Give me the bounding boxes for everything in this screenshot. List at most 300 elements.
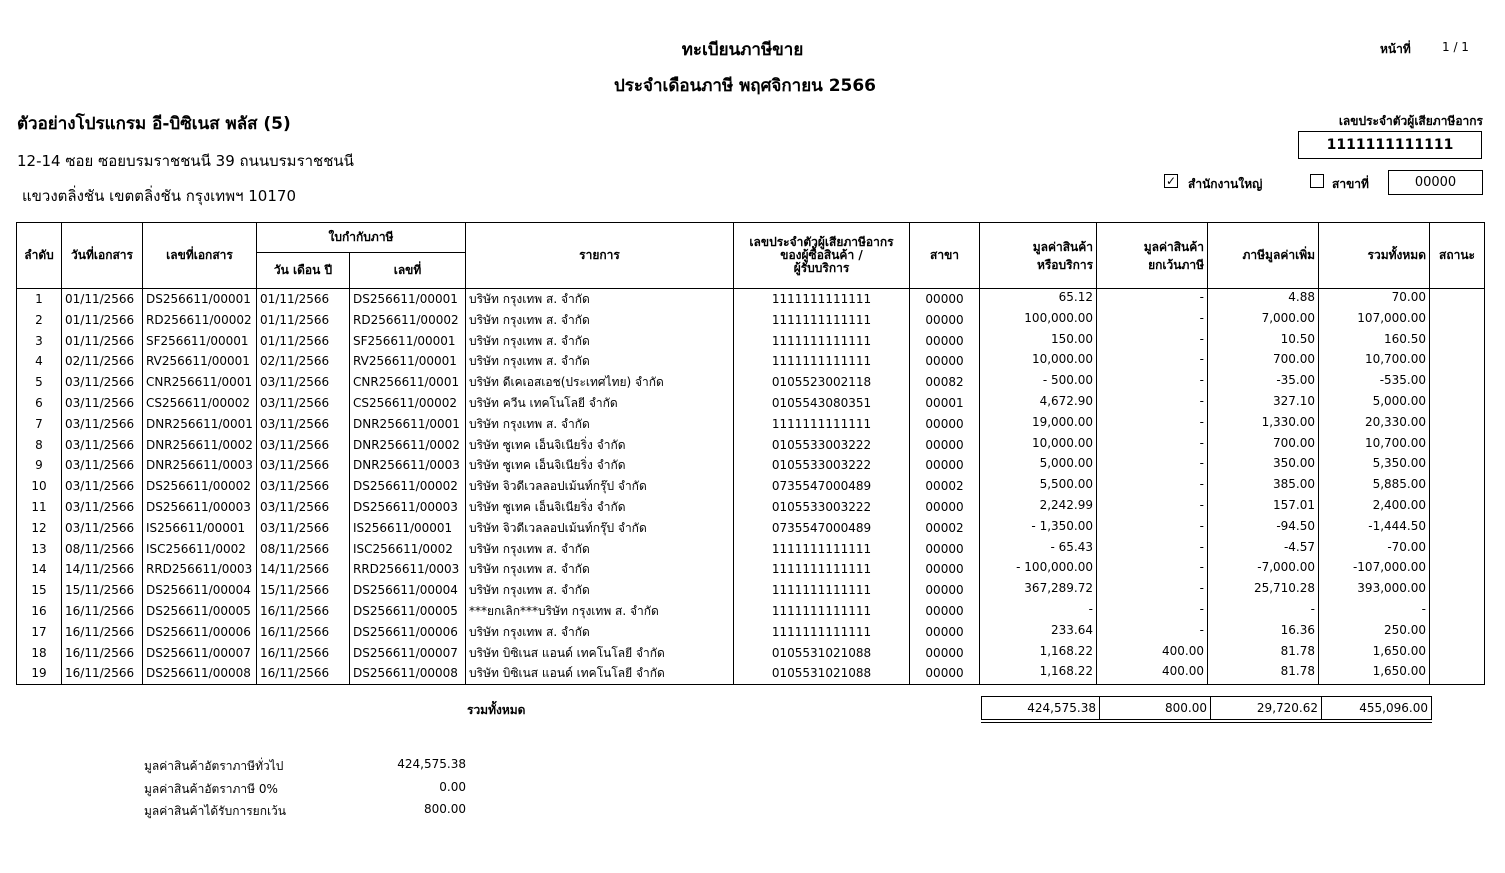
cell-vat	[1208, 559, 1319, 580]
cell-exempt	[1097, 414, 1208, 435]
amount-line2: หรือบริการ	[1036, 257, 1094, 272]
table-row	[17, 601, 1485, 622]
cell-status	[1430, 310, 1485, 331]
cell-inv-no: ISC256611/0002	[350, 539, 466, 560]
cell-vat	[1208, 643, 1319, 664]
cell-inv-date: 16/11/2566	[257, 622, 350, 643]
cell-doc-no: IS256611/00001	[143, 518, 257, 539]
cell-seq: 18	[17, 643, 62, 664]
total-grand: 455,096.00	[1321, 697, 1432, 719]
cell-exempt	[1097, 289, 1208, 310]
cell-inv-no: IS256611/00001	[350, 518, 466, 539]
cell-exempt	[1097, 622, 1208, 643]
cell-inv-no: DNR256611/0001	[350, 414, 466, 435]
cell-branch: 00000	[910, 414, 980, 435]
cell-amount	[980, 539, 1097, 560]
cell-seq: 1	[17, 289, 62, 310]
summary-label-zero: มูลค่าสินค้าอัตราภาษี 0%	[144, 782, 278, 796]
cell-buyer-tax-id: 0105533003222	[734, 455, 910, 476]
table-row	[17, 539, 1485, 560]
cell-vat-value: 327.10	[1273, 393, 1316, 408]
cell-branch: 00000	[910, 622, 980, 643]
cell-doc-date: 03/11/2566	[62, 435, 143, 456]
cell-doc-no: DS256611/00003	[143, 497, 257, 518]
cell-seq: 7	[17, 414, 62, 435]
col-header-inv-date: วัน เดือน ปี	[257, 253, 350, 289]
cell-amount	[980, 559, 1097, 580]
cell-description: บริษัท กรุงเทพ ส. จำกัด	[466, 289, 734, 310]
cell-total	[1319, 331, 1430, 352]
cell-description: บริษัท กรุงเทพ ส. จำกัด	[466, 622, 734, 643]
cell-description: บริษัท ซูเทค เอ็นจิเนียริ่ง จำกัด	[466, 497, 734, 518]
cell-inv-no: DS256611/00005	[350, 601, 466, 622]
col-header-exempt	[1097, 223, 1208, 289]
cell-description: บริษัท บิซิเนส แอนด์ เทคโนโลยี จำกัด	[466, 643, 734, 664]
summary-value-general: 424,575.38	[397, 757, 466, 771]
cell-amount-value: 65.12	[1058, 290, 1094, 304]
cell-buyer-tax-id: 0105543080351	[734, 393, 910, 414]
cell-exempt	[1097, 663, 1208, 684]
cell-vat-value: -4.57	[1283, 539, 1316, 554]
cell-exempt-value: -	[1199, 393, 1205, 408]
cell-vat-value: 25,710.28	[1253, 581, 1316, 596]
col-header-status: สถานะ	[1430, 223, 1485, 289]
cell-amount-value: 150.00	[1051, 331, 1094, 346]
summary-value-zero: 0.00	[439, 780, 466, 794]
cell-description: ***ยกเลิก***บริษัท กรุงเทพ ส. จำกัด	[466, 601, 734, 622]
cell-status	[1430, 518, 1485, 539]
col-header-amount	[980, 223, 1097, 289]
cell-amount-value: 5,000.00	[1039, 456, 1094, 471]
cell-buyer-tax-id: 1111111111111	[734, 351, 910, 372]
branch-label: สาขาที่	[1332, 177, 1369, 191]
cell-inv-no: DS256611/00004	[350, 580, 466, 601]
cell-buyer-tax-id: 0105531021088	[734, 643, 910, 664]
cell-buyer-tax-id: 1111111111111	[734, 289, 910, 310]
cell-seq: 4	[17, 351, 62, 372]
table-row	[17, 351, 1485, 372]
cell-total-value: 20,330.00	[1364, 414, 1427, 429]
cell-exempt	[1097, 580, 1208, 601]
cell-vat-value: 81.78	[1280, 643, 1316, 658]
cell-amount-value: 1,168.22	[1039, 664, 1094, 679]
cell-amount	[980, 351, 1097, 372]
table-row	[17, 643, 1485, 664]
cell-doc-date: 03/11/2566	[62, 497, 143, 518]
cell-amount	[980, 518, 1097, 539]
cell-vat	[1208, 539, 1319, 560]
cell-inv-date: 03/11/2566	[257, 497, 350, 518]
cell-total-value: -107,000.00	[1352, 560, 1427, 575]
cell-total-value: 250.00	[1384, 622, 1427, 637]
table-row	[17, 622, 1485, 643]
cell-vat	[1208, 497, 1319, 518]
cell-status	[1430, 372, 1485, 393]
cell-doc-date: 15/11/2566	[62, 580, 143, 601]
cell-amount	[980, 435, 1097, 456]
cell-inv-date: 01/11/2566	[257, 289, 350, 310]
cell-status	[1430, 601, 1485, 622]
buyer-tax-id-line3: ผู้รับบริการ	[793, 261, 850, 275]
cell-exempt-value: -	[1199, 477, 1205, 492]
cell-doc-no: RRD256611/0003	[143, 559, 257, 580]
cell-doc-no: DS256611/00001	[143, 289, 257, 310]
cell-doc-no: DS256611/00002	[143, 476, 257, 497]
cell-inv-date: 15/11/2566	[257, 580, 350, 601]
cell-vat-value: -35.00	[1276, 373, 1316, 388]
table-row	[17, 663, 1485, 684]
cell-seq: 5	[17, 372, 62, 393]
cell-doc-date: 01/11/2566	[62, 331, 143, 352]
cell-amount-value: 1,168.22	[1039, 643, 1094, 658]
cell-vat	[1208, 393, 1319, 414]
summary-label-exempt: มูลค่าสินค้าได้รับการยกเว้น	[144, 804, 287, 818]
exempt-line2: ยกเว้นภาษี	[1148, 257, 1205, 272]
cell-exempt	[1097, 539, 1208, 560]
cell-inv-date: 03/11/2566	[257, 455, 350, 476]
cell-vat	[1208, 351, 1319, 372]
cell-total	[1319, 476, 1430, 497]
cell-status	[1430, 476, 1485, 497]
cell-vat	[1208, 601, 1319, 622]
cell-amount	[980, 414, 1097, 435]
cell-total	[1319, 414, 1430, 435]
cell-branch: 00000	[910, 455, 980, 476]
cell-amount-value: 5,500.00	[1039, 477, 1094, 492]
cell-branch: 00000	[910, 601, 980, 622]
cell-amount-value: 2,242.99	[1039, 497, 1094, 512]
cell-vat	[1208, 622, 1319, 643]
cell-inv-date: 03/11/2566	[257, 414, 350, 435]
cell-buyer-tax-id: 1111111111111	[734, 414, 910, 435]
cell-branch: 00000	[910, 559, 980, 580]
cell-inv-date: 16/11/2566	[257, 663, 350, 684]
total-amount: 424,575.38	[981, 697, 1099, 719]
company-address-line2: แขวงตลิ่งชัน เขตตลิ่งชัน กรุงเทพฯ 10170	[22, 187, 296, 205]
cell-total-value: 1,650.00	[1372, 664, 1427, 679]
cell-vat	[1208, 663, 1319, 684]
head-office-checkbox[interactable]: ✓	[1165, 174, 1177, 188]
cell-branch: 00000	[910, 435, 980, 456]
col-header-tax-invoice: ใบกำกับภาษี	[257, 223, 466, 253]
cell-status	[1430, 414, 1485, 435]
table-row	[17, 518, 1485, 539]
cell-total-value: 5,000.00	[1372, 393, 1427, 408]
cell-description: บริษัท กรุงเทพ ส. จำกัด	[466, 559, 734, 580]
cell-buyer-tax-id: 1111111111111	[734, 580, 910, 601]
cell-inv-date: 16/11/2566	[257, 601, 350, 622]
totals-top-rule	[981, 696, 1432, 697]
totals-label: รวมทั้งหมด	[467, 703, 526, 717]
branch-checkbox[interactable]	[1310, 174, 1324, 188]
col-header-branch: สาขา	[910, 223, 980, 289]
cell-status	[1430, 331, 1485, 352]
cell-total	[1319, 435, 1430, 456]
cell-exempt	[1097, 559, 1208, 580]
cell-total	[1319, 310, 1430, 331]
cell-total-value: 5,350.00	[1372, 456, 1427, 471]
cell-total	[1319, 393, 1430, 414]
cell-doc-no: DNR256611/0003	[143, 455, 257, 476]
cell-amount-value: - 1,350.00	[1031, 518, 1094, 533]
cell-seq: 2	[17, 310, 62, 331]
cell-inv-date: 16/11/2566	[257, 643, 350, 664]
cell-amount-value: - 65.43	[1050, 539, 1094, 554]
cell-inv-no: DS256611/00003	[350, 497, 466, 518]
cell-status	[1430, 435, 1485, 456]
cell-exempt-value: -	[1199, 518, 1205, 533]
cell-seq: 8	[17, 435, 62, 456]
cell-total-value: -535.00	[1379, 373, 1427, 388]
cell-inv-no: DNR256611/0003	[350, 455, 466, 476]
cell-total	[1319, 289, 1430, 310]
cell-inv-no: DS256611/00007	[350, 643, 466, 664]
cell-description: บริษัท กรุงเทพ ส. จำกัด	[466, 580, 734, 601]
cell-total	[1319, 351, 1430, 372]
cell-inv-date: 03/11/2566	[257, 518, 350, 539]
cell-vat-value: 4.88	[1288, 290, 1316, 304]
cell-total-value: 1,650.00	[1372, 643, 1427, 658]
cell-doc-date: 03/11/2566	[62, 372, 143, 393]
cell-branch: 00000	[910, 310, 980, 331]
cell-vat-value: -	[1310, 601, 1316, 616]
cell-amount	[980, 289, 1097, 310]
cell-status	[1430, 622, 1485, 643]
col-header-description: รายการ	[466, 223, 734, 289]
cell-seq: 10	[17, 476, 62, 497]
cell-exempt	[1097, 643, 1208, 664]
cell-exempt-value: -	[1199, 352, 1205, 367]
col-header-doc-date: วันที่เอกสาร	[62, 223, 143, 289]
cell-buyer-tax-id: 1111111111111	[734, 310, 910, 331]
cell-vat-value: 10.50	[1280, 331, 1316, 346]
cell-branch: 00000	[910, 663, 980, 684]
cell-total	[1319, 559, 1430, 580]
cell-total	[1319, 580, 1430, 601]
cell-doc-no: CNR256611/0001	[143, 372, 257, 393]
cell-inv-no: DS256611/00008	[350, 663, 466, 684]
cell-exempt-value: -	[1199, 310, 1205, 325]
buyer-tax-id-line2: ของผู้ซื้อสินค้า /	[780, 248, 863, 262]
report-title: ทะเบียนภาษีขาย	[681, 40, 804, 60]
cell-total	[1319, 622, 1430, 643]
cell-vat	[1208, 289, 1319, 310]
cell-status	[1430, 559, 1485, 580]
cell-exempt	[1097, 455, 1208, 476]
col-header-doc-no: เลขที่เอกสาร	[143, 223, 257, 289]
cell-doc-date: 16/11/2566	[62, 643, 143, 664]
total-exempt: 800.00	[1099, 697, 1210, 719]
cell-buyer-tax-id: 1111111111111	[734, 622, 910, 643]
cell-exempt-value: -	[1199, 373, 1205, 388]
cell-doc-date: 14/11/2566	[62, 559, 143, 580]
cell-doc-no: ISC256611/0002	[143, 539, 257, 560]
cell-buyer-tax-id: 1111111111111	[734, 601, 910, 622]
cell-doc-no: DS256611/00007	[143, 643, 257, 664]
col-header-buyer-tax-id	[734, 223, 910, 289]
cell-description: บริษัท จิวดีเวลลอปเม้นท์กรุ๊ป จำกัด	[466, 476, 734, 497]
cell-total-value: 393,000.00	[1357, 581, 1427, 596]
summary-value-exempt: 800.00	[424, 802, 466, 816]
cell-amount-value: 233.64	[1051, 622, 1094, 637]
cell-vat-value: 7,000.00	[1261, 310, 1316, 325]
total-vat: 29,720.62	[1210, 697, 1321, 719]
cell-total	[1319, 518, 1430, 539]
cell-doc-date: 02/11/2566	[62, 351, 143, 372]
cell-seq: 6	[17, 393, 62, 414]
cell-amount	[980, 663, 1097, 684]
cell-doc-no: DS256611/00008	[143, 663, 257, 684]
cell-exempt-value: 400.00	[1162, 643, 1205, 658]
cell-exempt	[1097, 476, 1208, 497]
col-header-total: รวมทั้งหมด	[1319, 223, 1430, 289]
buyer-tax-id-line1: เลขประจำตัวผู้เสียภาษีอากร	[749, 235, 894, 249]
cell-doc-date: 16/11/2566	[62, 663, 143, 684]
cell-amount	[980, 580, 1097, 601]
company-address-line1: 12-14 ซอย ซอยบรมราชชนนี 39 ถนนบรมราชชนนี	[17, 152, 354, 170]
cell-buyer-tax-id: 0105533003222	[734, 435, 910, 456]
cell-inv-date: 01/11/2566	[257, 310, 350, 331]
cell-amount	[980, 622, 1097, 643]
summary-label-general: มูลค่าสินค้าอัตราภาษีทั่วไป	[144, 759, 284, 773]
cell-inv-no: CS256611/00002	[350, 393, 466, 414]
cell-amount-value: 10,000.00	[1031, 435, 1094, 450]
table-row	[17, 559, 1485, 580]
cell-inv-date: 03/11/2566	[257, 372, 350, 393]
cell-doc-no: RD256611/00002	[143, 310, 257, 331]
amount-line1: มูลค่าสินค้า	[1032, 239, 1094, 254]
col-header-vat: ภาษีมูลค่าเพิ่ม	[1208, 223, 1319, 289]
cell-amount-value: 367,289.72	[1024, 581, 1094, 596]
tax-id-label: เลขประจำตัวผู้เสียภาษีอากร	[1338, 114, 1483, 128]
cell-description: บริษัท ดีเคเอสเอช(ประเทศไทย) จำกัด	[466, 372, 734, 393]
cell-description: บริษัท ซูเทค เอ็นจิเนียริ่ง จำกัด	[466, 435, 734, 456]
cell-amount-value: 4,672.90	[1039, 393, 1094, 408]
cell-amount-value: - 100,000.00	[1016, 560, 1094, 575]
page-number: 1 / 1	[1442, 40, 1469, 54]
head-office-label: สำนักงานใหญ่	[1188, 177, 1263, 191]
cell-inv-date: 14/11/2566	[257, 559, 350, 580]
cell-vat	[1208, 518, 1319, 539]
cell-vat	[1208, 310, 1319, 331]
cell-total	[1319, 497, 1430, 518]
cell-branch: 00000	[910, 580, 980, 601]
cell-seq: 12	[17, 518, 62, 539]
cell-inv-date: 03/11/2566	[257, 435, 350, 456]
cell-doc-no: SF256611/00001	[143, 331, 257, 352]
cell-doc-date: 03/11/2566	[62, 414, 143, 435]
cell-vat-value: -94.50	[1276, 518, 1316, 533]
cell-branch: 00000	[910, 497, 980, 518]
cell-branch: 00082	[910, 372, 980, 393]
cell-vat-value: 157.01	[1273, 497, 1316, 512]
cell-amount	[980, 372, 1097, 393]
cell-doc-date: 01/11/2566	[62, 289, 143, 310]
cell-exempt	[1097, 331, 1208, 352]
cell-status	[1430, 289, 1485, 310]
cell-exempt	[1097, 435, 1208, 456]
tax-register-body	[17, 289, 1485, 685]
cell-exempt	[1097, 372, 1208, 393]
cell-branch: 00000	[910, 351, 980, 372]
cell-doc-date: 01/11/2566	[62, 310, 143, 331]
cell-total-value: -	[1421, 601, 1427, 616]
cell-description: บริษัท ควีน เทคโนโลยี จำกัด	[466, 393, 734, 414]
cell-description: บริษัท กรุงเทพ ส. จำกัด	[466, 351, 734, 372]
cell-seq: 11	[17, 497, 62, 518]
cell-inv-no: RV256611/00001	[350, 351, 466, 372]
exempt-line1: มูลค่าสินค้า	[1143, 239, 1205, 254]
cell-exempt-value: -	[1199, 560, 1205, 575]
cell-total	[1319, 663, 1430, 684]
tax-id-box: 1111111111111	[1298, 131, 1482, 159]
cell-buyer-tax-id: 1111111111111	[734, 559, 910, 580]
cell-seq: 19	[17, 663, 62, 684]
table-row	[17, 372, 1485, 393]
cell-seq: 15	[17, 580, 62, 601]
cell-buyer-tax-id: 0105523002118	[734, 372, 910, 393]
cell-inv-date: 08/11/2566	[257, 539, 350, 560]
cell-exempt-value: -	[1199, 622, 1205, 637]
totals-underline-2	[981, 722, 1432, 723]
col-header-inv-no: เลขที่	[350, 253, 466, 289]
cell-status	[1430, 663, 1485, 684]
cell-branch: 00002	[910, 518, 980, 539]
cell-vat	[1208, 331, 1319, 352]
table-row	[17, 414, 1485, 435]
cell-inv-date: 01/11/2566	[257, 331, 350, 352]
page-label: หน้าที่	[1380, 42, 1411, 56]
cell-seq: 16	[17, 601, 62, 622]
cell-doc-no: DNR256611/0002	[143, 435, 257, 456]
cell-amount	[980, 601, 1097, 622]
cell-branch: 00002	[910, 476, 980, 497]
cell-status	[1430, 580, 1485, 601]
cell-seq: 3	[17, 331, 62, 352]
cell-buyer-tax-id: 1111111111111	[734, 331, 910, 352]
cell-buyer-tax-id: 0105533003222	[734, 497, 910, 518]
cell-status	[1430, 393, 1485, 414]
cell-status	[1430, 497, 1485, 518]
cell-seq: 14	[17, 559, 62, 580]
report-period: ประจำเดือนภาษี พฤศจิกายน 2566	[613, 76, 877, 96]
table-row	[17, 310, 1485, 331]
cell-doc-date: 03/11/2566	[62, 518, 143, 539]
cell-vat-value: 385.00	[1273, 477, 1316, 492]
cell-inv-no: DS256611/00006	[350, 622, 466, 643]
cell-total	[1319, 601, 1430, 622]
cell-total-value: -1,444.50	[1368, 518, 1427, 533]
cell-doc-no: DS256611/00004	[143, 580, 257, 601]
cell-amount-value: -	[1088, 601, 1094, 616]
cell-amount	[980, 476, 1097, 497]
cell-exempt-value: -	[1199, 601, 1205, 616]
cell-exempt	[1097, 497, 1208, 518]
cell-vat-value: -7,000.00	[1257, 560, 1316, 575]
cell-description: บริษัท กรุงเทพ ส. จำกัด	[466, 331, 734, 352]
cell-total-value: 107,000.00	[1357, 310, 1427, 325]
cell-vat	[1208, 580, 1319, 601]
cell-exempt-value: -	[1199, 539, 1205, 554]
cell-vat-value: 1,330.00	[1261, 414, 1316, 429]
branch-number-box: 00000	[1388, 170, 1483, 195]
company-name: ตัวอย่างโปรแกรม อี-บิซิเนส พลัส (5)	[17, 114, 291, 134]
cell-vat	[1208, 372, 1319, 393]
cell-amount	[980, 455, 1097, 476]
cell-description: บริษัท ซูเทค เอ็นจิเนียริ่ง จำกัด	[466, 455, 734, 476]
cell-exempt	[1097, 518, 1208, 539]
cell-amount-value: 10,000.00	[1031, 352, 1094, 367]
